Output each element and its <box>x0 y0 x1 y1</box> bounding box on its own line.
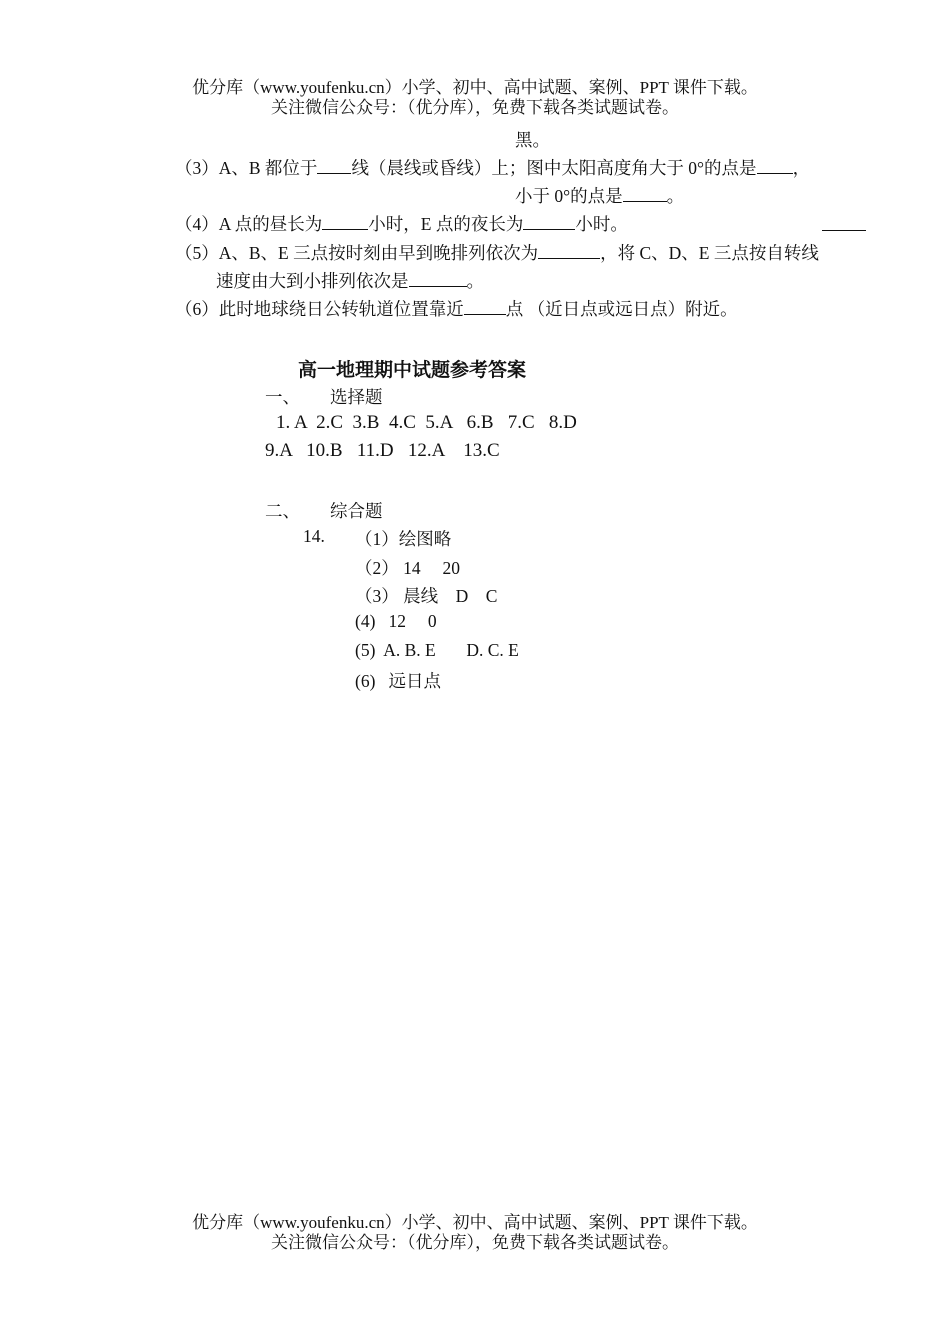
q3-text-a: （3）A、B 都位于 <box>175 158 318 178</box>
q3-text-c: ， <box>792 158 811 178</box>
q4-text-c: 小时。 <box>575 214 628 234</box>
q3-blank-3 <box>623 184 667 202</box>
q14-item-1: （1）绘图略 <box>355 529 452 549</box>
q6-blank-1 <box>464 297 506 315</box>
section-2-label: 综合题 <box>330 501 383 521</box>
footer-line-1: 优分库（www.youfenku.cn）小学、初中、高中试题、案例、PPT 课件下载。 <box>192 1213 758 1232</box>
footer-line-2: 关注微信公众号：（优分库），免费下载各类试题试卷。 <box>271 1233 679 1252</box>
q4-blank-2 <box>523 212 575 230</box>
section-2-number: 二、 <box>265 501 300 521</box>
question-6 <box>175 297 738 321</box>
question-3-line-1 <box>175 156 810 180</box>
q5-blank-2 <box>409 269 467 287</box>
choice-answers-row-2: 9.A 10.B 11.D 12.A 13.C <box>265 440 500 461</box>
section-1-number: 一、 <box>265 387 300 407</box>
q14-item-3: （3） 晨线 D C <box>355 586 498 606</box>
q5-text-a: （5）A、B、E 三点按时刻由早到晚排列依次为 <box>175 243 539 263</box>
question-3-line-2 <box>515 184 684 208</box>
question-5-line-2 <box>216 269 484 293</box>
header-line-1: 优分库（www.youfenku.cn）小学、初中、高中试题、案例、PPT 课件下载。 <box>192 78 758 97</box>
q5-text-b: ，将 C、D、E 三点按自转线 <box>600 243 819 263</box>
q5-text-d: 。 <box>466 271 484 291</box>
q3-blank-2 <box>757 156 793 174</box>
q6-text-b: 点 （近日点或远日点）附近。 <box>505 299 738 319</box>
q4-blank-1 <box>322 212 368 230</box>
choice-answers-row-1: 1. A 2.C 3.B 4.C 5.A 6.B 7.C 8.D <box>276 412 577 433</box>
q14-item-2: （2） 14 20 <box>355 558 460 578</box>
question-5-line-1 <box>175 241 819 265</box>
q14-item-4: (4) 12 0 <box>355 611 437 631</box>
stray-underline <box>822 230 866 231</box>
q14-number: 14. <box>303 526 325 546</box>
question-4 <box>175 212 628 236</box>
q4-text-a: （4）A 点的昼长为 <box>175 214 323 234</box>
q3-text-b: 线（晨线或昏线）上；图中太阳高度角大于 0°的点是 <box>351 158 757 178</box>
section-1-label: 选择题 <box>330 387 383 407</box>
q6-text-a: （6）此时地球绕日公转轨道位置靠近 <box>175 299 464 319</box>
q14-item-5: (5) A. B. E D. C. E <box>355 640 519 660</box>
answer-key-title: 高一地理期中试题参考答案 <box>298 360 527 381</box>
q5-blank-1 <box>538 241 600 259</box>
q4-text-b: 小时，E 点的夜长为 <box>368 214 524 234</box>
q2-tail: 黑。 <box>515 130 550 150</box>
q3-text-d: 小于 0°的点是 <box>515 186 623 206</box>
q5-text-c: 速度由大到小排列依次是 <box>216 271 409 291</box>
header-line-2: 关注微信公众号：（优分库），免费下载各类试题试卷。 <box>271 98 679 117</box>
q14-item-6: (6) 远日点 <box>355 671 442 691</box>
q3-text-e: 。 <box>666 186 685 206</box>
q3-blank-1 <box>317 156 351 174</box>
